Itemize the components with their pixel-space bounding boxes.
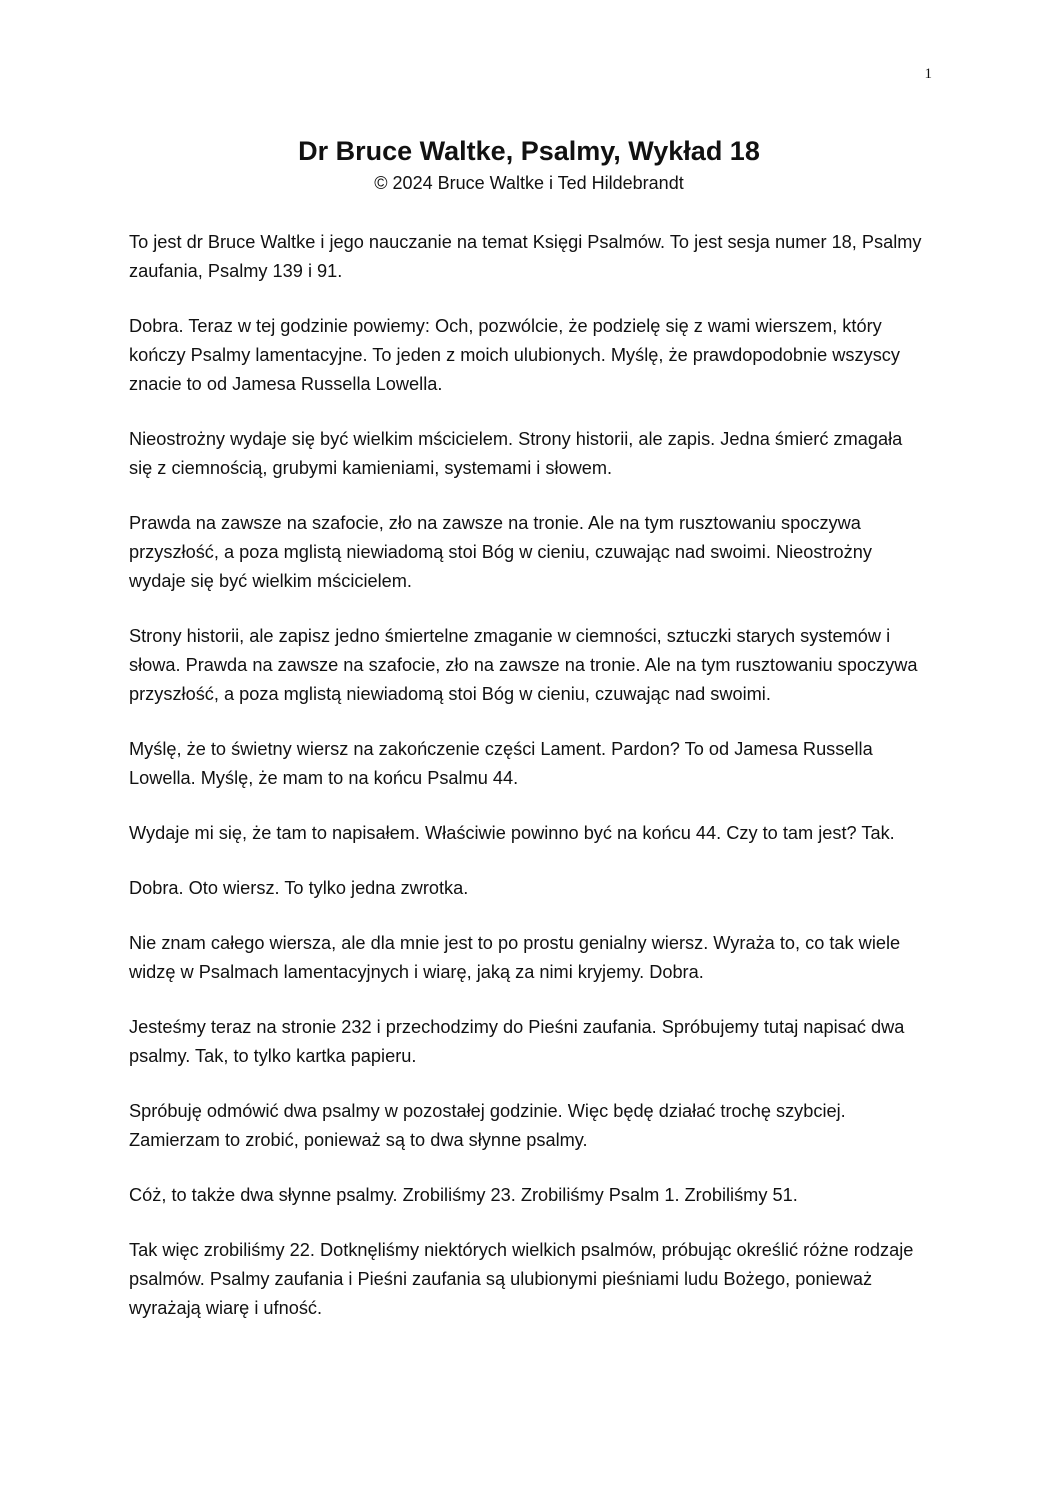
document-title: Dr Bruce Waltke, Psalmy, Wykład 18	[298, 136, 760, 166]
paragraph: Prawda na zawsze na szafocie, zło na zawsze na tronie. Ale na tym rusztowaniu spoczywa przyszłość, a poza mglistą niewiadomą stoi Bóg w cieniu, czuwając nad swoimi. Nieostrożny wydaje się być wielkim mścicielem.	[129, 513, 872, 591]
paragraph: Jesteśmy teraz na stronie 232 i przechodzimy do Pieśni zaufania. Spróbujemy tutaj napisać dwa psalmy. Tak, to tylko kartka papieru.	[129, 1017, 905, 1066]
title-block	[0, 134, 1058, 195]
paragraph: Wydaje mi się, że tam to napisałem. Właściwie powinno być na końcu 44. Czy to tam jest? Tak.	[129, 823, 895, 843]
document-body	[129, 228, 929, 1349]
paragraph: Tak więc zrobiliśmy 22. Dotknęliśmy niektórych wielkich psalmów, próbując określić różne rodzaje psalmów. Psalmy zaufania i Pieśni zaufania są ulubionymi pieśniami ludu Bożego, ponieważ wyrażają wiarę i ufność.	[129, 1240, 914, 1318]
paragraph: Myślę, że to świetny wiersz na zakończenie części Lament. Pardon? To od Jamesa Russella Lowella. Myślę, że mam to na końcu Psalmu 44.	[129, 739, 873, 788]
paragraph: Spróbuję odmówić dwa psalmy w pozostałej godzinie. Więc będę działać trochę szybciej. Zamierzam to zrobić, ponieważ są to dwa słynne psalmy.	[129, 1101, 846, 1150]
paragraph: Nieostrożny wydaje się być wielkim mścicielem. Strony historii, ale zapis. Jedna śmierć zmagała się z ciemnością, grubymi kamieniami, systemami i słowem.	[129, 429, 903, 478]
paragraph: Dobra. Teraz w tej godzinie powiemy: Och, pozwólcie, że podzielę się z wami wierszem, który kończy Psalmy lamentacyjne. To jeden z moich ulubionych. Myślę, że prawdopodobnie wszyscy znacie to od Jamesa Russella Lowella.	[129, 316, 900, 394]
paragraph: Nie znam całego wiersza, ale dla mnie jest to po prostu genialny wiersz. Wyraża to, co tak wiele widzę w Psalmach lamentacyjnych i wiarę, jaką za nimi kryjemy. Dobra.	[129, 933, 901, 982]
paragraph: Dobra. Oto wiersz. To tylko jedna zwrotka.	[129, 878, 469, 898]
paragraph: Cóż, to także dwa słynne psalmy. Zrobiliśmy 23. Zrobiliśmy Psalm 1. Zrobiliśmy 51.	[129, 1185, 798, 1205]
paragraph: Strony historii, ale zapisz jedno śmiertelne zmaganie w ciemności, sztuczki starych systemów i słowa. Prawda na zawsze na szafocie, zło na zawsze na tronie. Ale na tym rusztowaniu spoczywa przyszłość, a poza mglistą niewiadomą stoi Bóg w cieniu, czuwając nad swoimi.	[129, 626, 918, 704]
page-number: 1	[924, 66, 932, 82]
copyright-line: © 2024 Bruce Waltke i Ted Hildebrandt	[374, 173, 684, 193]
paragraph: To jest dr Bruce Waltke i jego nauczanie na temat Księgi Psalmów. To jest sesja numer 18, Psalmy zaufania, Psalmy 139 i 91.	[129, 232, 922, 281]
